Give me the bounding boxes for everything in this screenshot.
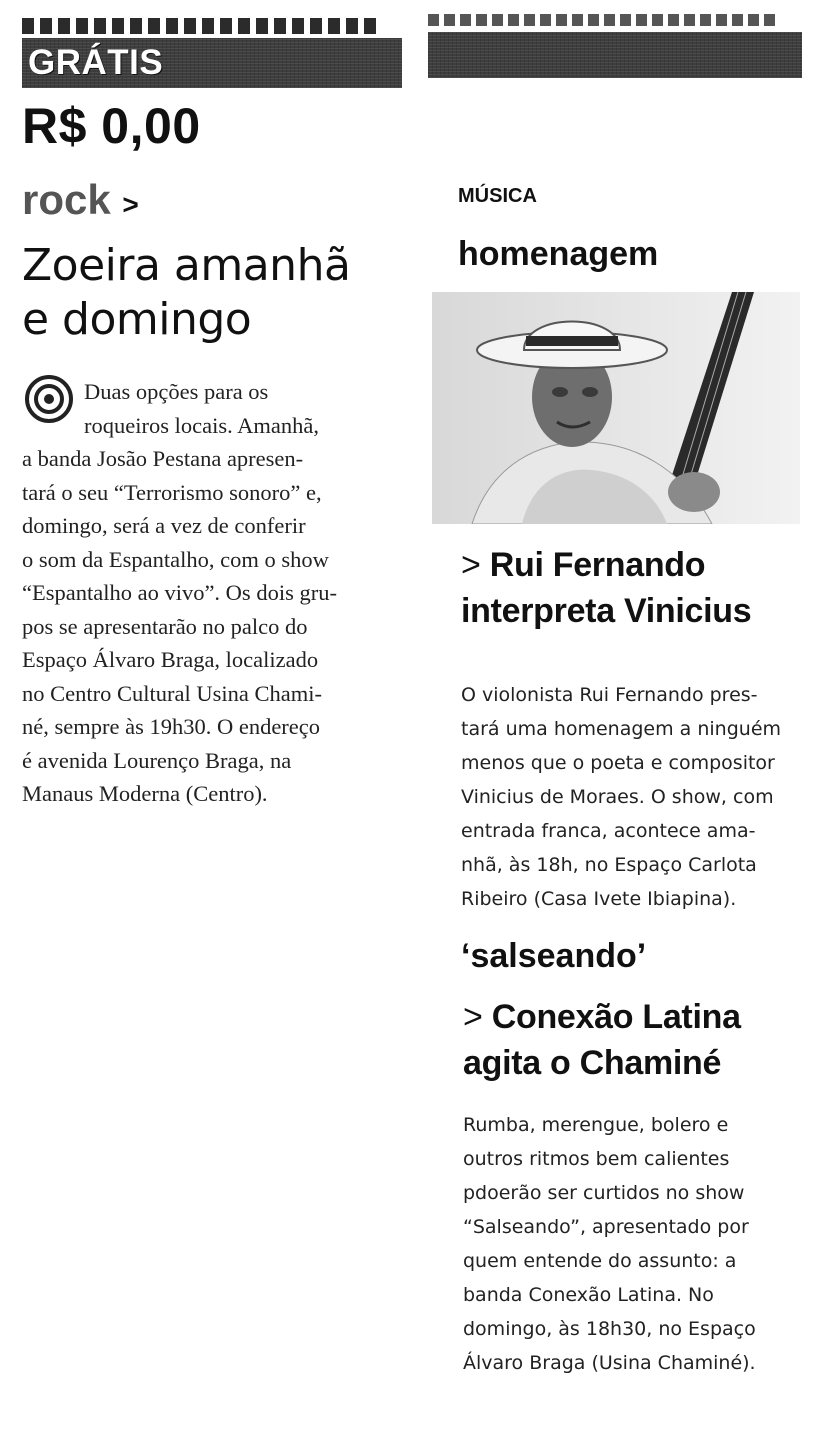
banner-label: GRÁTIS: [28, 43, 164, 82]
body-line: Manaus Moderna (Centro).: [22, 781, 268, 806]
body-line: domingo, será a vez de conferir: [22, 513, 306, 538]
price-label: R$ 0,00: [22, 98, 201, 154]
dash-rule-right: [428, 14, 802, 26]
story2-body: [428, 1108, 802, 1380]
right-banner: [428, 32, 802, 78]
body-line: outros ritmos bem calientes: [463, 1148, 730, 1170]
body-line: Álvaro Braga (Usina Chaminé).: [463, 1352, 756, 1374]
story1-body: [428, 678, 802, 916]
gratis-banner: [22, 38, 402, 88]
body-line: Rumba, merengue, bolero e: [463, 1114, 729, 1136]
body-line: banda Conexão Latina. No: [463, 1284, 714, 1306]
story1-title-line-1: Rui Fernando: [489, 546, 706, 584]
guitarist-illustration: [432, 292, 800, 524]
story1-title: [428, 542, 802, 634]
guitarist-photo: [432, 292, 800, 524]
story2-title-line-1: Conexão Latina: [491, 998, 741, 1036]
body-line: a banda Josão Pestana apresen-: [22, 446, 304, 471]
kicker-arrow: >: [122, 189, 139, 220]
target-icon: [22, 369, 80, 425]
body-line: Duas opções para os: [84, 379, 269, 404]
story2-title-line-2: agita o Chaminé: [463, 1044, 722, 1082]
dash-rule-left: [22, 18, 402, 34]
left-column: [22, 0, 402, 811]
body-line: Espaço Álvaro Braga, localizado: [22, 647, 319, 672]
body-line: tará uma homenagem a ninguém: [461, 718, 782, 740]
story2-arrow: >: [463, 998, 483, 1036]
headline-line-2: e domingo: [22, 294, 252, 345]
body-line: entrada franca, acontece ama-: [461, 820, 756, 842]
body-line: o som da Espantalho, com o show: [22, 546, 329, 572]
body-line: né, sempre às 19h30. O endereço: [22, 714, 321, 739]
body-line: Vinicius de Moraes. O show, com: [461, 786, 774, 808]
story1-title-line-2: interpreta Vinicius: [461, 592, 752, 630]
right-column: [428, 0, 802, 1380]
headline-zoeira: [22, 239, 402, 347]
story1-arrow: >: [461, 546, 481, 584]
section-label: MÚSICA: [458, 185, 537, 207]
body-line: é avenida Lourenço Braga, na: [22, 747, 292, 773]
body-line: menos que o poeta e compositor: [461, 752, 775, 774]
body-line: domingo, às 18h30, no Espaço: [463, 1318, 756, 1340]
body-line: O violonista Rui Fernando pres-: [461, 684, 758, 706]
body-line: nhã, às 18h, no Espaço Carlota: [461, 854, 757, 876]
kicker-text: rock: [22, 176, 111, 223]
body-line: “Salseando”, apresentado por: [463, 1216, 749, 1238]
body-line: no Centro Cultural Usina Chami-: [22, 680, 322, 706]
body-line: tará o seu “Terrorismo sonoro” e,: [22, 479, 322, 505]
article-body-rock: [22, 375, 402, 811]
body-line: Ribeiro (Casa Ivete Ibiapina).: [461, 888, 737, 910]
story2-title: [428, 994, 802, 1086]
body-line: pdoerão ser curtidos no show: [463, 1182, 745, 1204]
body-line: pos se apresentarão no palco do: [22, 613, 308, 639]
kicker-rock: [22, 178, 402, 227]
body-line: roqueiros locais. Amanhã,: [84, 412, 319, 438]
headline-line-1: Zoeira amanhã: [22, 240, 351, 291]
subhead-salseando: ‘salseando’: [461, 937, 647, 975]
body-line: “Espantalho ao vivo”. Os dois gru-: [22, 580, 337, 605]
subhead-homenagem: homenagem: [458, 235, 659, 273]
body-line: quem entende do assunto: a: [463, 1250, 737, 1272]
